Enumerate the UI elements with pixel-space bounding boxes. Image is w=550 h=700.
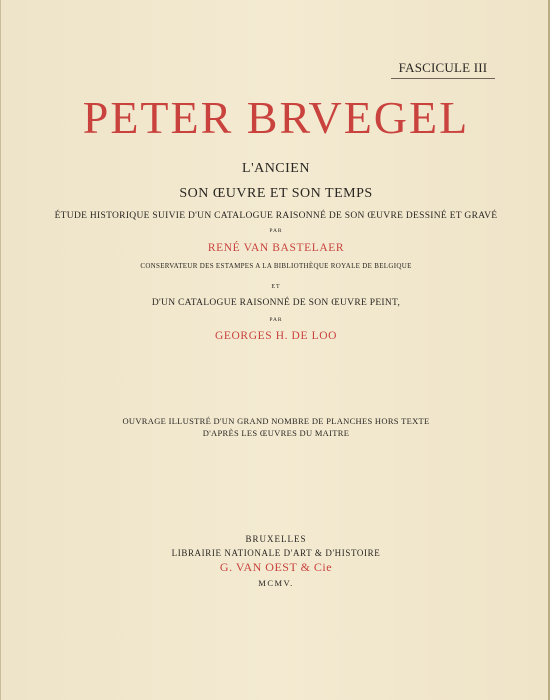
catalogue-peint-line: D'UN CATALOGUE RAISONNÉ DE SON ŒUVRE PEINT, [151, 298, 401, 308]
et-label: ET [271, 284, 281, 290]
par-label-2: PAR [269, 317, 283, 323]
etude-description: ÉTUDE HISTORIQUE SUIVIE D'UN CATALOGUE RAISONNÉ DE SON ŒUVRE DESSINÉ ET GRAVÉ [54, 211, 498, 221]
book-title: PETER BRVEGEL [82, 92, 470, 143]
publication-year: MCMV. [258, 578, 294, 588]
ouvrage-line-2: D'APRÈS LES ŒUVRES DU MAITRE [202, 428, 350, 438]
author-name-2: GEORGES H. DE LOO [215, 330, 337, 342]
subtitle-line-1: L'ANCIEN [242, 161, 310, 176]
author-1-position: CONSERVATEUR DES ESTAMPES A LA BIBLIOTHÈQUE ROYALE DE BELGIQUE [140, 262, 412, 270]
publication-city: BRUXELLES [245, 534, 307, 544]
subtitle-line-2: SON ŒUVRE ET SON TEMPS [179, 186, 373, 201]
publisher-name: G. VAN OEST & Cie [219, 560, 333, 574]
par-label-1: PAR [269, 228, 283, 234]
author-name-1: RENÉ VAN BASTELAER [207, 242, 345, 254]
fascicule-label: FASCICULE III [391, 60, 495, 79]
ouvrage-line-1: OUVRAGE ILLUSTRÉ D'UN GRAND NOMBRE DE PLANCHES HORS TEXTE [122, 416, 430, 426]
publisher-house: LIBRAIRIE NATIONALE D'ART & D'HISTOIRE [171, 548, 381, 558]
